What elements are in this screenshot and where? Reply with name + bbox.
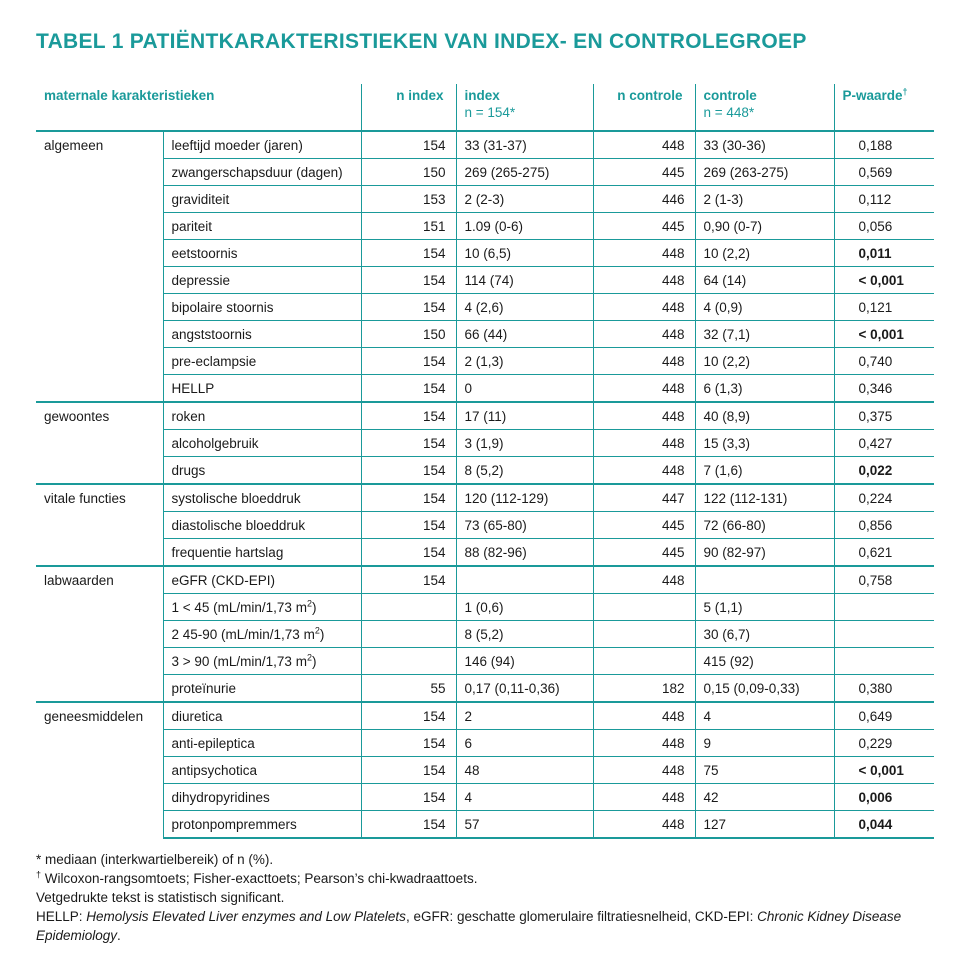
- cell-n-index: 154: [361, 757, 456, 784]
- row-label: [163, 811, 361, 839]
- cell-control: 0,15 (0,09-0,33): [695, 675, 834, 703]
- row-label-text: bipolaire stoornis: [171, 299, 274, 315]
- table-row: [36, 159, 934, 186]
- cell-control: 2 (1-3): [695, 186, 834, 213]
- cell-n-control: 448: [593, 566, 695, 594]
- cell-n-index: 154: [361, 402, 456, 430]
- cell-p-value: [834, 648, 934, 675]
- header-index-sub: n = 154*: [464, 105, 516, 120]
- header-control-label: controle: [703, 88, 757, 103]
- cell-control: 72 (66-80): [695, 512, 834, 539]
- cell-n-control: 448: [593, 730, 695, 757]
- cell-n-index: 150: [361, 321, 456, 348]
- cell-p-value: < 0,001: [834, 321, 934, 348]
- row-label-sup: 2: [314, 625, 320, 635]
- cell-p-value: < 0,001: [834, 757, 934, 784]
- cell-n-control: 448: [593, 294, 695, 321]
- row-label-text: angststoornis: [171, 326, 252, 342]
- table-row: [36, 430, 934, 457]
- table-row: [36, 539, 934, 567]
- table-row: [36, 757, 934, 784]
- cell-n-index: 154: [361, 702, 456, 730]
- cell-index: 120 (112-129): [456, 484, 593, 512]
- cell-n-index: [361, 648, 456, 675]
- cell-p-value: 0,427: [834, 430, 934, 457]
- note-abbr-d: Chronic Kidney Disease Epidemiology: [36, 909, 902, 943]
- header-control-sub: n = 448*: [703, 105, 755, 120]
- row-label-end: ): [311, 653, 317, 669]
- cell-index: 4 (2,6): [456, 294, 593, 321]
- row-label: [163, 730, 361, 757]
- cell-control: 6 (1,3): [695, 375, 834, 403]
- row-label: [163, 594, 361, 621]
- cell-n-index: 154: [361, 430, 456, 457]
- cell-index: 8 (5,2): [456, 457, 593, 485]
- row-label-text: eGFR (CKD-EPI): [171, 572, 276, 588]
- cell-n-control: 448: [593, 757, 695, 784]
- cell-control: 9: [695, 730, 834, 757]
- cell-control: 42: [695, 784, 834, 811]
- note-abbreviations: [36, 907, 934, 945]
- cell-index: 0,17 (0,11-0,36): [456, 675, 593, 703]
- cell-p-value: 0,856: [834, 512, 934, 539]
- table-row: [36, 730, 934, 757]
- cell-index: 114 (74): [456, 267, 593, 294]
- note-abbr-b: Hemolysis Elevated Liver enzymes and Low Platelets: [86, 909, 406, 924]
- cell-control: 33 (30-36): [695, 131, 834, 159]
- cell-control: [695, 566, 834, 594]
- cell-p-value: 0,022: [834, 457, 934, 485]
- table-row: [36, 484, 934, 512]
- table-row: [36, 621, 934, 648]
- note-tests: [36, 869, 934, 888]
- cell-p-value: 0,621: [834, 539, 934, 567]
- group-label: vitale functies: [36, 484, 163, 566]
- row-label-sup: 2: [306, 598, 312, 608]
- cell-index: 66 (44): [456, 321, 593, 348]
- cell-control: 75: [695, 757, 834, 784]
- row-label-text: HELLP: [171, 380, 215, 396]
- row-label-text: 2 45-90 (mL/min/1,73 m: [171, 626, 315, 642]
- cell-n-control: 448: [593, 240, 695, 267]
- row-label: [163, 213, 361, 240]
- cell-index: 146 (94): [456, 648, 593, 675]
- cell-n-control: 445: [593, 539, 695, 567]
- table-row: [36, 213, 934, 240]
- cell-n-index: 154: [361, 784, 456, 811]
- cell-n-index: 154: [361, 811, 456, 839]
- cell-control: 10 (2,2): [695, 240, 834, 267]
- row-label: [163, 457, 361, 485]
- row-label: [163, 784, 361, 811]
- cell-index: 48: [456, 757, 593, 784]
- header-n-control: n controle: [593, 84, 695, 131]
- row-label: [163, 240, 361, 267]
- cell-p-value: 0,229: [834, 730, 934, 757]
- table-title: TABEL 1 PATIËNTKARAKTERISTIEKEN VAN INDEX- EN CONTROLEGROEP: [36, 30, 807, 53]
- row-label-text: 3 > 90 (mL/min/1,73 m: [171, 653, 307, 669]
- row-label-text: protonpompremmers: [171, 816, 297, 832]
- cell-index: 6: [456, 730, 593, 757]
- cell-control: 10 (2,2): [695, 348, 834, 375]
- row-label-text: alcoholgebruik: [171, 435, 259, 451]
- header-p-dagger: †: [902, 86, 908, 97]
- cell-n-index: 154: [361, 539, 456, 567]
- cell-control: 4 (0,9): [695, 294, 834, 321]
- cell-p-value: 0,375: [834, 402, 934, 430]
- cell-n-control: 448: [593, 375, 695, 403]
- cell-p-value: 0,346: [834, 375, 934, 403]
- cell-n-control: 446: [593, 186, 695, 213]
- row-label-text: depressie: [171, 272, 231, 288]
- cell-p-value: 0,006: [834, 784, 934, 811]
- row-label: [163, 539, 361, 567]
- note-abbr-e: .: [117, 928, 121, 943]
- cell-index: 3 (1,9): [456, 430, 593, 457]
- table-notes: [36, 850, 934, 945]
- cell-n-index: 154: [361, 267, 456, 294]
- cell-index: 8 (5,2): [456, 621, 593, 648]
- row-label: [163, 648, 361, 675]
- row-label-text: leeftijd moeder (jaren): [171, 137, 303, 153]
- row-label: [163, 757, 361, 784]
- cell-p-value: 0,740: [834, 348, 934, 375]
- row-label-text: proteïnurie: [171, 680, 237, 696]
- row-label-text: anti-epileptica: [171, 735, 255, 751]
- row-label-sup: 2: [306, 652, 312, 662]
- cell-p-value: 0,056: [834, 213, 934, 240]
- cell-n-control: 448: [593, 321, 695, 348]
- header-index: [456, 84, 593, 131]
- group-label: geneesmiddelen: [36, 702, 163, 838]
- cell-n-index: 154: [361, 457, 456, 485]
- cell-p-value: 0,112: [834, 186, 934, 213]
- row-label-text: diastolische bloeddruk: [171, 517, 306, 533]
- row-label: [163, 402, 361, 430]
- cell-n-index: 55: [361, 675, 456, 703]
- table-body: [36, 131, 934, 838]
- cell-index: 4: [456, 784, 593, 811]
- cell-n-index: 154: [361, 131, 456, 159]
- row-label: [163, 321, 361, 348]
- cell-p-value: 0,121: [834, 294, 934, 321]
- cell-n-control: 448: [593, 457, 695, 485]
- cell-control: 269 (263-275): [695, 159, 834, 186]
- cell-n-index: 154: [361, 566, 456, 594]
- cell-control: 122 (112-131): [695, 484, 834, 512]
- cell-control: 40 (8,9): [695, 402, 834, 430]
- row-label-end: ): [311, 599, 317, 615]
- cell-index: 2 (1,3): [456, 348, 593, 375]
- table-row: [36, 375, 934, 403]
- cell-p-value: 0,188: [834, 131, 934, 159]
- cell-n-control: 448: [593, 131, 695, 159]
- cell-n-index: 151: [361, 213, 456, 240]
- cell-p-value: 0,380: [834, 675, 934, 703]
- row-label-text: graviditeit: [171, 191, 230, 207]
- table-row: [36, 267, 934, 294]
- row-label-text: antipsychotica: [171, 762, 258, 778]
- cell-p-value: 0,011: [834, 240, 934, 267]
- row-label: [163, 621, 361, 648]
- table-row: [36, 186, 934, 213]
- table-row: [36, 594, 934, 621]
- cell-index: 269 (265-275): [456, 159, 593, 186]
- cell-index: 10 (6,5): [456, 240, 593, 267]
- row-label: [163, 348, 361, 375]
- table-row: [36, 457, 934, 485]
- cell-p-value: 0,569: [834, 159, 934, 186]
- group-label: labwaarden: [36, 566, 163, 702]
- cell-p-value: 0,044: [834, 811, 934, 839]
- cell-n-index: 154: [361, 730, 456, 757]
- cell-n-index: 150: [361, 159, 456, 186]
- cell-index: 0: [456, 375, 593, 403]
- row-label-text: pariteit: [171, 218, 213, 234]
- header-row: [36, 84, 934, 131]
- cell-p-value: 0,224: [834, 484, 934, 512]
- cell-n-control: 448: [593, 702, 695, 730]
- row-label-text: systolische bloeddruk: [171, 490, 301, 506]
- note-abbr-c: , eGFR: geschatte glomerulaire filtratiesnelheid, CKD-EPI:: [405, 909, 758, 924]
- row-label-text: dihydropyridines: [171, 789, 270, 805]
- cell-n-control: 445: [593, 159, 695, 186]
- cell-n-control: [593, 648, 695, 675]
- table-row: [36, 240, 934, 267]
- cell-n-index: 154: [361, 240, 456, 267]
- row-label-end: ): [319, 626, 325, 642]
- row-label: [163, 375, 361, 403]
- cell-n-index: 154: [361, 484, 456, 512]
- table-row: [36, 131, 934, 159]
- note-bold: Vetgedrukte tekst is statistisch significant.: [36, 890, 285, 905]
- table-row: [36, 675, 934, 703]
- cell-control: 32 (7,1): [695, 321, 834, 348]
- table-row: [36, 512, 934, 539]
- cell-control: 15 (3,3): [695, 430, 834, 457]
- group-label: gewoontes: [36, 402, 163, 484]
- cell-n-index: 153: [361, 186, 456, 213]
- cell-control: 5 (1,1): [695, 594, 834, 621]
- cell-control: 30 (6,7): [695, 621, 834, 648]
- header-characteristics: maternale karakteristieken: [36, 84, 361, 131]
- row-label-text: diuretica: [171, 708, 223, 724]
- table-row: [36, 784, 934, 811]
- cell-n-index: 154: [361, 348, 456, 375]
- cell-n-control: 448: [593, 267, 695, 294]
- cell-n-control: [593, 621, 695, 648]
- cell-index: 33 (31-37): [456, 131, 593, 159]
- cell-control: 64 (14): [695, 267, 834, 294]
- cell-index: 73 (65-80): [456, 512, 593, 539]
- header-p-label: P-waarde: [842, 88, 903, 103]
- row-label: [163, 430, 361, 457]
- row-label: [163, 131, 361, 159]
- cell-n-control: 448: [593, 430, 695, 457]
- cell-n-index: [361, 594, 456, 621]
- cell-n-index: 154: [361, 375, 456, 403]
- table-row: [36, 648, 934, 675]
- row-label: [163, 159, 361, 186]
- cell-control: 415 (92): [695, 648, 834, 675]
- table-row: [36, 811, 934, 839]
- row-label: [163, 702, 361, 730]
- header-p-value: [834, 84, 934, 131]
- row-label-text: eetstoornis: [171, 245, 238, 261]
- cell-index: [456, 566, 593, 594]
- cell-index: 17 (11): [456, 402, 593, 430]
- header-n-index: n index: [361, 84, 456, 131]
- cell-p-value: 0,758: [834, 566, 934, 594]
- row-label: [163, 484, 361, 512]
- row-label-text: drugs: [171, 462, 206, 478]
- cell-index: 57: [456, 811, 593, 839]
- table-row: [36, 321, 934, 348]
- cell-control: 127: [695, 811, 834, 839]
- cell-control: 90 (82-97): [695, 539, 834, 567]
- note-tests-dagger: †: [36, 869, 42, 880]
- table-row: [36, 294, 934, 321]
- table-row: [36, 402, 934, 430]
- table-row: [36, 702, 934, 730]
- cell-n-control: 448: [593, 402, 695, 430]
- header-control: [695, 84, 834, 131]
- note-abbr-a: HELLP:: [36, 909, 87, 924]
- cell-n-control: [593, 594, 695, 621]
- group-label: algemeen: [44, 138, 104, 153]
- header-index-label: index: [464, 88, 500, 103]
- cell-control: 0,90 (0-7): [695, 213, 834, 240]
- cell-index: 2 (2-3): [456, 186, 593, 213]
- characteristics-table: [36, 84, 934, 839]
- cell-n-control: 447: [593, 484, 695, 512]
- cell-p-value: < 0,001: [834, 267, 934, 294]
- cell-n-control: 448: [593, 811, 695, 839]
- row-label: [163, 267, 361, 294]
- cell-p-value: [834, 594, 934, 621]
- row-label-text: zwangerschapsduur (dagen): [171, 164, 343, 180]
- cell-p-value: 0,649: [834, 702, 934, 730]
- row-label-text: frequentie hartslag: [171, 544, 284, 560]
- cell-n-control: 448: [593, 784, 695, 811]
- table-row: [36, 566, 934, 594]
- cell-n-control: 448: [593, 348, 695, 375]
- cell-n-index: 154: [361, 294, 456, 321]
- table-row: [36, 348, 934, 375]
- cell-index: 1 (0,6): [456, 594, 593, 621]
- cell-n-index: [361, 621, 456, 648]
- note-median: * mediaan (interkwartielbereik) of n (%).: [36, 852, 274, 867]
- cell-n-control: 445: [593, 213, 695, 240]
- cell-control: 7 (1,6): [695, 457, 834, 485]
- cell-p-value: [834, 621, 934, 648]
- row-label: [163, 566, 361, 594]
- cell-index: 2: [456, 702, 593, 730]
- cell-control: 4: [695, 702, 834, 730]
- row-label: [163, 294, 361, 321]
- note-tests-text: Wilcoxon-rangsomtoets; Fisher-exacttoets; Pearson’s chi-kwadraattoets.: [41, 871, 478, 886]
- row-label-text: pre-eclampsie: [171, 353, 257, 369]
- cell-n-index: 154: [361, 512, 456, 539]
- row-label-text: roken: [171, 408, 206, 424]
- cell-n-control: 445: [593, 512, 695, 539]
- cell-n-control: 182: [593, 675, 695, 703]
- row-label: [163, 675, 361, 703]
- cell-index: 1.09 (0-6): [456, 213, 593, 240]
- row-label: [163, 186, 361, 213]
- cell-index: 88 (82-96): [456, 539, 593, 567]
- row-label-text: 1 < 45 (mL/min/1,73 m: [171, 599, 307, 615]
- row-label: [163, 512, 361, 539]
